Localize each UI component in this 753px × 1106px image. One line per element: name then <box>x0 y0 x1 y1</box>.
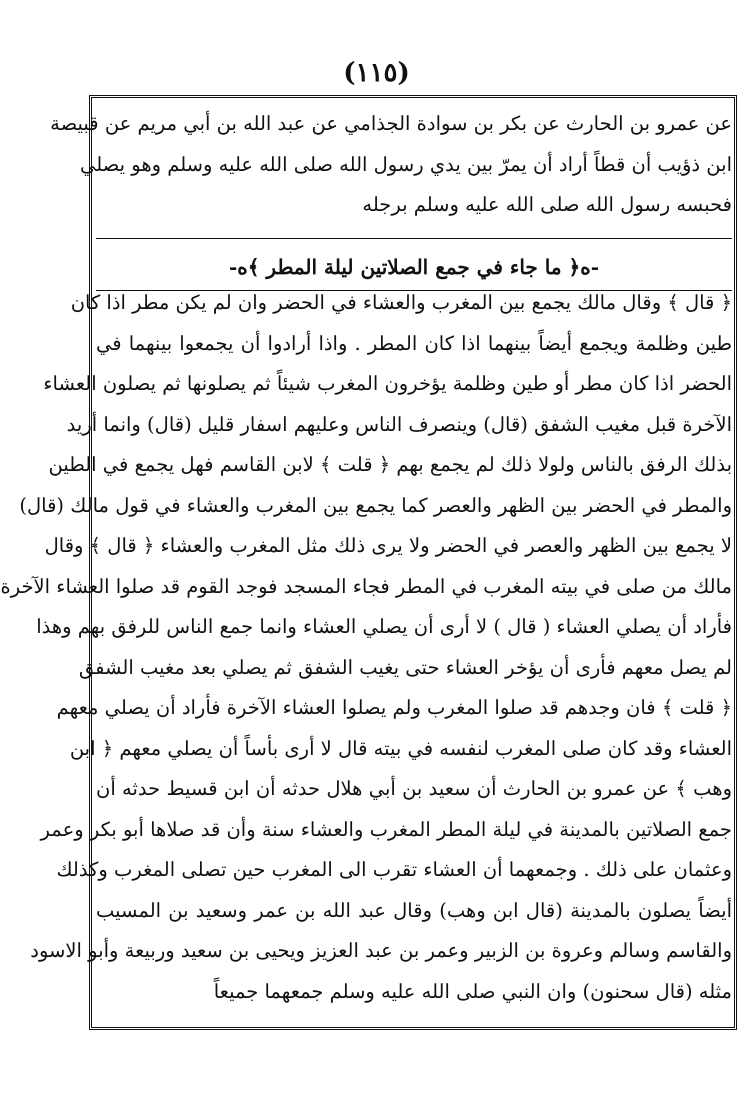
text-line: بذلك الرفق بالناس ولولا ذلك لم يجمع بهم ﴿ قلت ﴾ لابن القاسم فهل يجمع في الطين <box>48 453 732 476</box>
text-line: طين وظلمة ويجمع أيضاً بينهما اذا كان المطر . واذا أرادوا أن يجمعوا بينهما في <box>96 331 732 355</box>
text-line: أيضاً يصلون بالمدينة (قال ابن وهب) وقال عبد الله بن عمر وسعيد بن المسيب <box>96 898 732 922</box>
text-line: ﴿ قلت ﴾ فان وجدهم قد صلوا المغرب ولم يصلوا العشاء الآخرة فأراد أن يصلي معهم <box>56 696 732 719</box>
text-line: وهب ﴾ عن عمرو بن الحارث أن سعيد بن أبي هلال حدثه أن ابن قسيط حدثه أن <box>96 777 732 800</box>
text-line: فأراد أن يصلي العشاء ( قال ) لا أرى أن يصلي العشاء وانما جمع الناس للرفق بهم وهذا <box>36 615 732 638</box>
text-line: ﴿ قال ﴾ وقال مالك يجمع بين المغرب والعشاء في الحضر وان لم يكن مطر اذا كان <box>70 291 732 314</box>
text-line: عن عمرو بن الحارث عن بكر بن سوادة الجذامي عن عبد الله بن أبي مريم عن قبيصة <box>50 112 732 135</box>
text-line: والمطر في الحضر بين الظهر والعصر كما يجمع بين المغرب والعشاء في قول مالك (قال) <box>19 493 732 517</box>
text-line: لم يصل معهم فأرى أن يؤخر العشاء حتى يغيب الشفق ثم يصلي بعد مغيب الشفق <box>78 655 732 679</box>
text-line: الآخرة قبل مغيب الشفق (قال) وينصرف الناس وعليهم اسفار قليل (قال) وانما أريد <box>66 412 732 436</box>
text-line: جمع الصلاتين بالمدينة في ليلة المطر المغرب والعشاء سنة وأن قد صلاها أبو بكر وعمر <box>40 817 732 841</box>
text-line: الحضر اذا كان مطر أو طين وظلمة يؤخرون المغرب شيئاً ثم يصلونها ثم يصلون العشاء <box>43 372 732 395</box>
page-number: (١١٥) <box>343 58 410 88</box>
text-line: ابن ذؤيب أن قطاً أراد أن يمرّ بين يدي رسول الله صلى الله عليه وسلم وهو يصلي <box>80 152 732 176</box>
divider-line <box>96 238 732 239</box>
text-line: مثله (قال سحنون) وان النبي صلى الله عليه وسلم جمعهما جميعاً <box>213 979 732 1003</box>
top-paragraph <box>50 104 732 226</box>
text-line: العشاء وقد كان صلى المغرب لنفسه في بيته قال لا أرى بأساً أن يصلي معهم ﴿ ابن <box>69 736 732 760</box>
text-line: والقاسم وسالم وعروة بن الزبير وعمر بن عبد العزيز ويحيى بن سعيد وربيعة وأبو الاسود <box>30 939 732 962</box>
text-line: فحبسه رسول الله صلى الله عليه وسلم برجله <box>362 193 732 216</box>
text-line: وعثمان على ذلك . وجمعهما أن العشاء تقرب الى المغرب حين تصلى المغرب وكذلك <box>56 858 732 881</box>
text-line: مالك من صلى في بيته المغرب في المطر فجاء المسجد فوجد القوم قد صلوا العشاء الآخرة <box>0 574 732 598</box>
text-line: لا يجمع بين الظهر والعصر في الحضر ولا يرى ذلك مثل المغرب والعشاء ﴿ قال ﴾ وقال <box>44 534 732 557</box>
main-paragraph <box>0 283 732 1012</box>
section-heading: -ه﴿ ما جاء في جمع الصلاتين ليلة المطر ﴾ه- <box>228 255 600 279</box>
